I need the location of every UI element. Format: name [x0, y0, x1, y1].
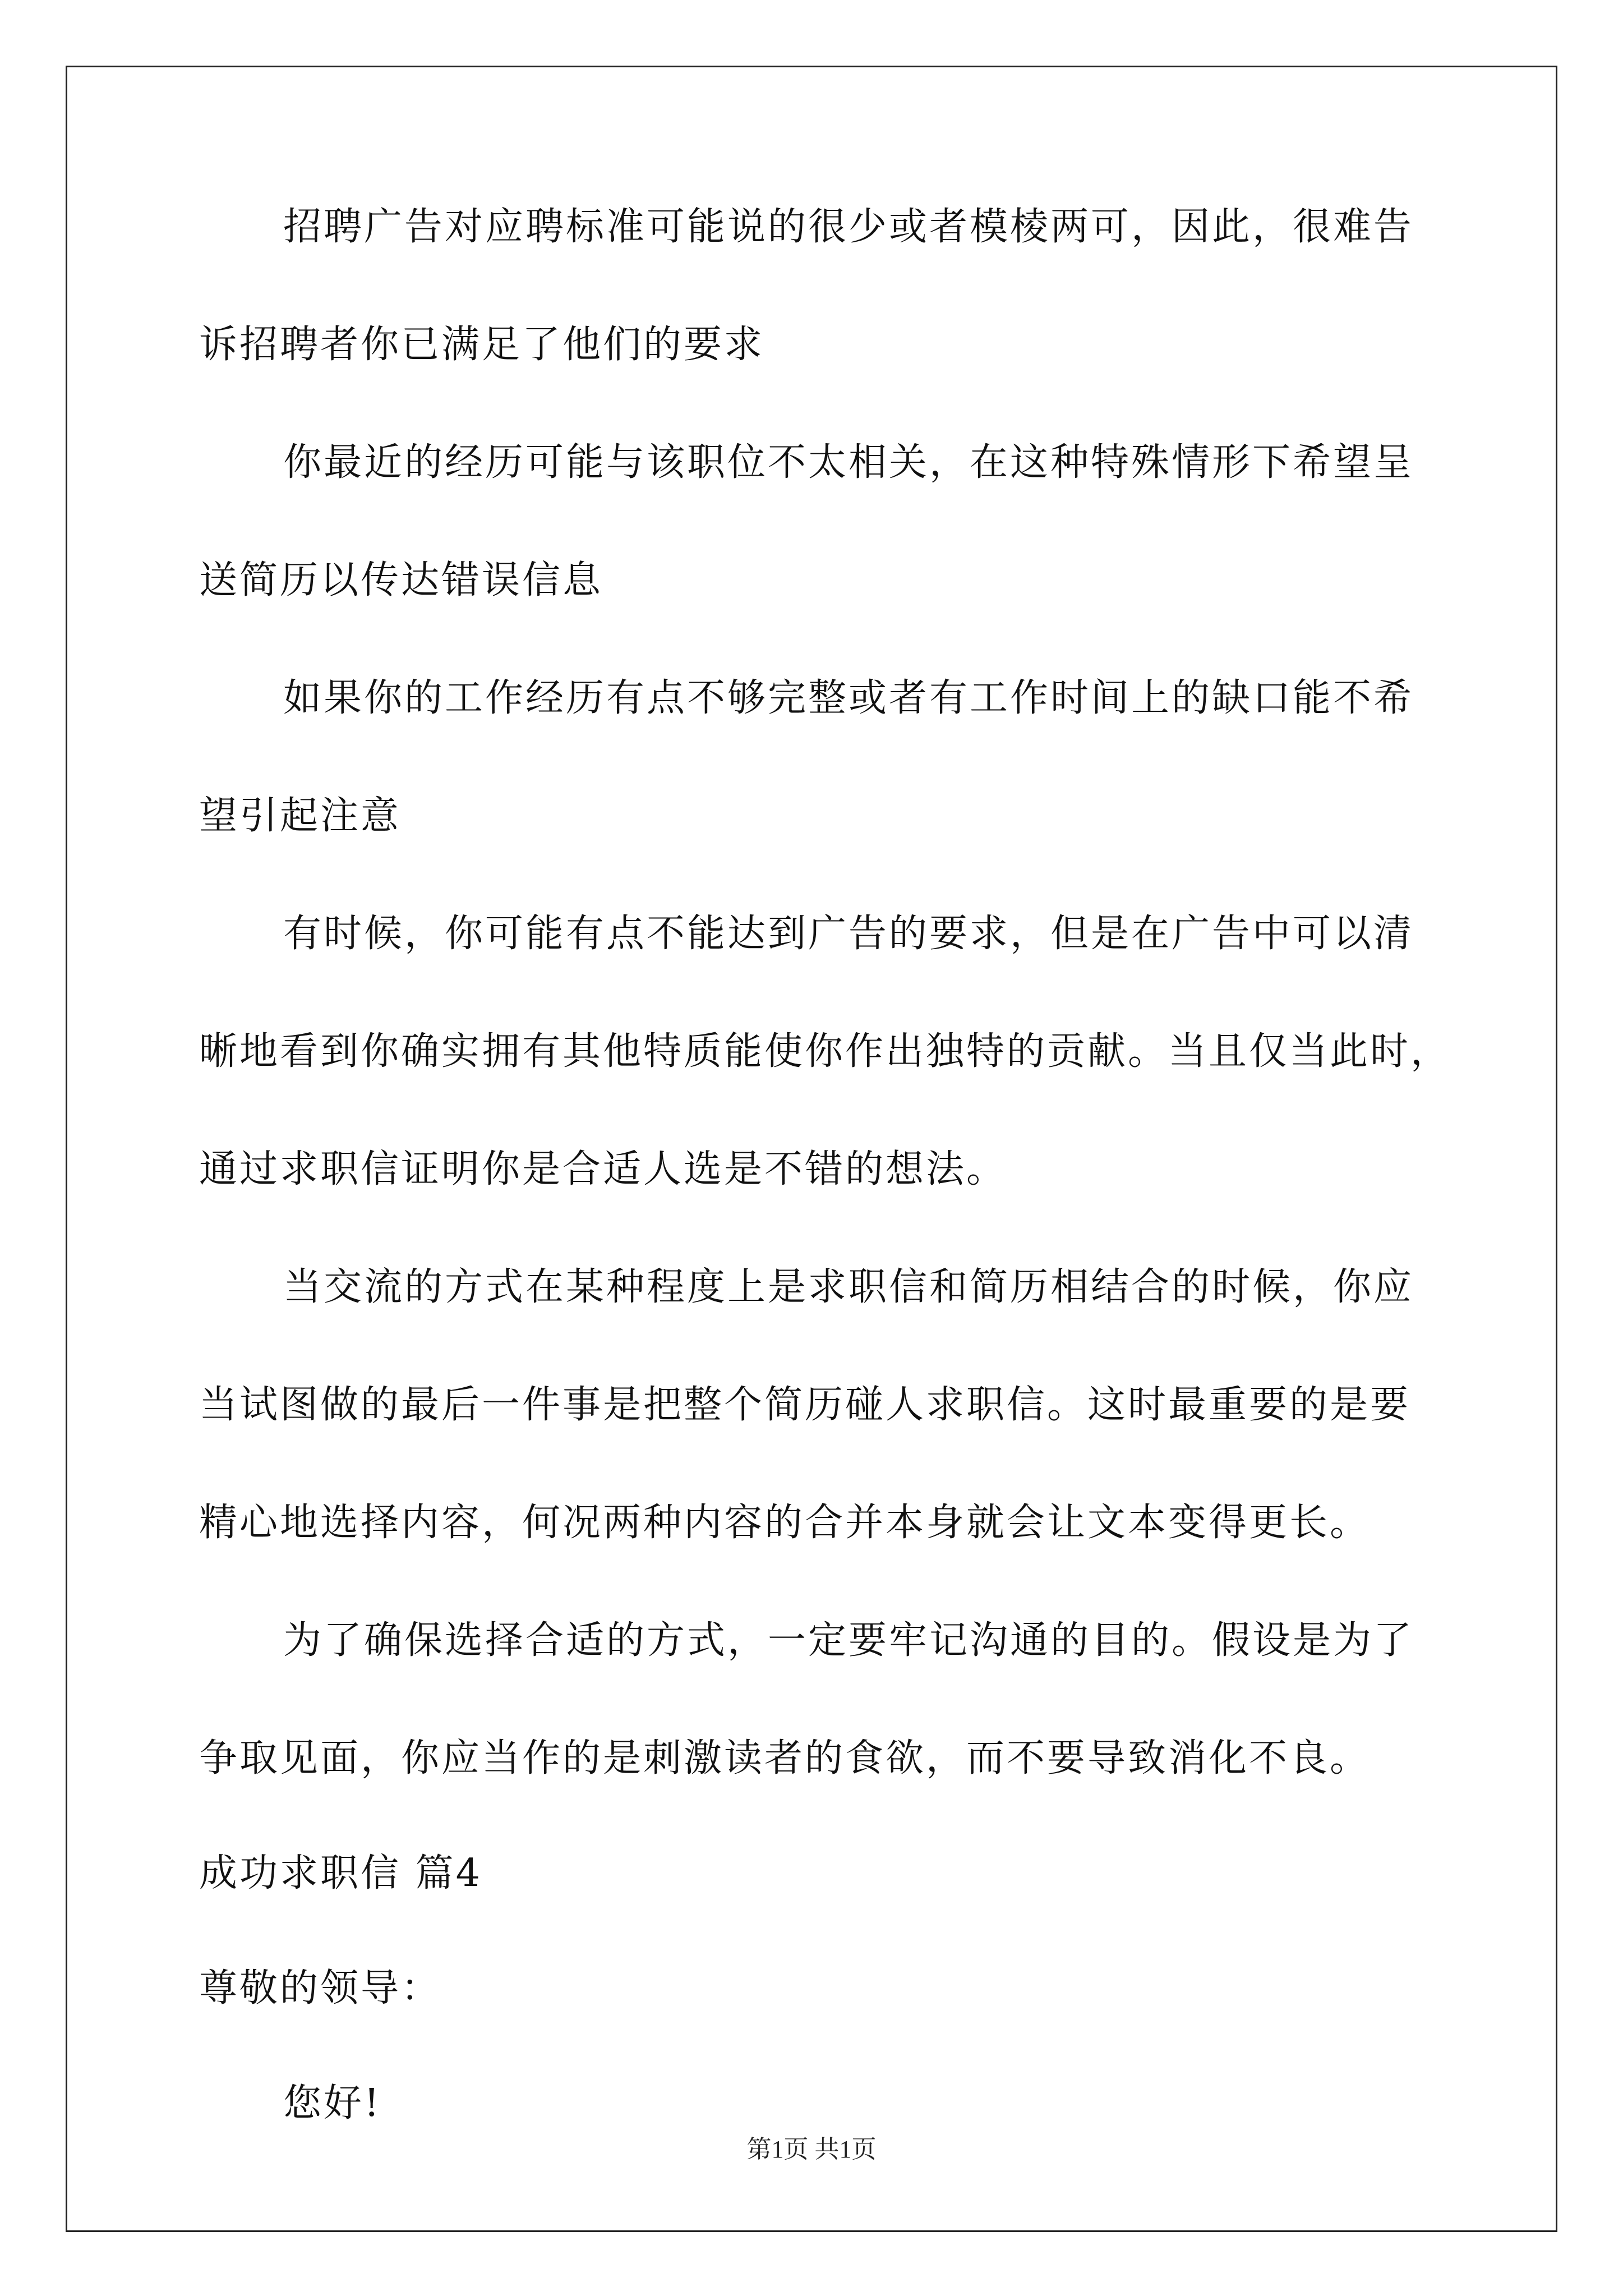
paragraph-6-line-2: 争取见面，你应当作的是刺激读者的食欲，而不要导致消化不良。	[199, 1736, 1371, 1780]
paragraph-2-line-1: 你最近的经历可能与该职位不太相关，在这种特殊情形下希望呈	[283, 440, 1414, 485]
paragraph-4-line-3: 通过求职信证明你是合适人选是不错的想法。	[199, 1147, 1007, 1191]
paragraph-4-line-1: 有时候，你可能有点不能达到广告的要求，但是在广告中可以清	[283, 912, 1414, 956]
paragraph-5-line-2: 当试图做的最后一件事是把整个简历碰人求职信。这时最重要的是要	[199, 1383, 1411, 1427]
paragraph-4-line-2: 晰地看到你确实拥有其他特质能使你作出独特的贡献。当且仅当此时，	[199, 1029, 1451, 1074]
paragraph-3-line-2: 望引起注意	[199, 794, 402, 838]
paragraph-3-line-1: 如果你的工作经历有点不够完整或者有工作时间上的缺口能不希	[283, 676, 1414, 720]
paragraph-1-line-1: 招聘广告对应聘标准可能说的很少或者模棱两可，因此，很难告	[283, 205, 1414, 249]
paragraph-1-line-2: 诉招聘者你已满足了他们的要求	[199, 323, 765, 367]
paragraph-2-line-2: 送简历以传达错误信息	[199, 558, 603, 602]
greeting: 您好!	[283, 2081, 382, 2125]
salutation: 尊敬的领导：	[199, 1966, 442, 2010]
paragraph-5-line-1: 当交流的方式在某种程度上是求职信和简历相结合的时候，你应	[283, 1265, 1414, 1309]
page-footer: 第1页 共1页	[746, 2136, 877, 2163]
paragraph-6-line-1: 为了确保选择合适的方式，一定要牢记沟通的目的。假设是为了	[283, 1618, 1414, 1663]
paragraph-5-line-3: 精心地选择内容，何况两种内容的合并本身就会让文本变得更长。	[199, 1501, 1371, 1545]
section-heading: 成功求职信 篇4	[199, 1851, 482, 1895]
